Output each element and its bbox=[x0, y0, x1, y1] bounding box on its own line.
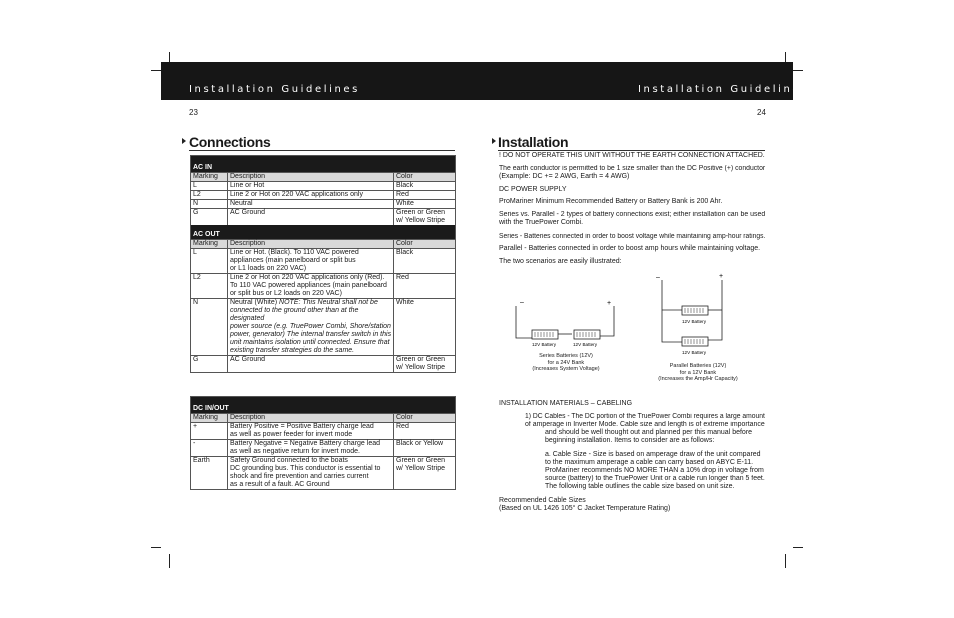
color-cell bbox=[394, 356, 455, 372]
table-header-row bbox=[191, 239, 455, 248]
item1-line: and should be well thought out and planned per this manual before bbox=[545, 429, 753, 436]
table-row bbox=[191, 456, 455, 489]
color-line: Green or Green bbox=[396, 356, 446, 363]
description-cell bbox=[228, 423, 394, 439]
marking-cell: G bbox=[191, 209, 228, 225]
body-line: Parallel - Batteries connected in order to boost amp hours while maintaining voltage. bbox=[499, 245, 761, 252]
table-header-row bbox=[191, 413, 455, 422]
battery-label: 12V Battery bbox=[573, 342, 598, 347]
description-lead: Neutral (White) bbox=[230, 299, 280, 306]
description-note: power, generator) The internal transfer switch in this bbox=[230, 331, 392, 338]
description-line: as well as power feeder for invert mode bbox=[230, 431, 353, 438]
parallel-caption: Parallel Batteries (12V) for a 12V Bank (Increases the Amp/Hr Capacity) bbox=[658, 363, 738, 382]
description-line: appliances (main panelboard or split bus bbox=[230, 257, 356, 264]
description-line: Neutral bbox=[230, 200, 253, 207]
description-line: Line or Hot. (Black). To 110 VAC powered bbox=[230, 249, 359, 256]
series-battery-diagram bbox=[510, 296, 620, 352]
color-line: Red bbox=[396, 423, 409, 430]
column-header: Marking bbox=[191, 240, 228, 248]
table-header-row bbox=[191, 172, 455, 181]
description-note: power source (e.g. TruePower Combi, Shore/station bbox=[230, 323, 391, 330]
table-row bbox=[191, 190, 455, 199]
description-line: Line 2 or Hot on 220 VAC applications only (Red). bbox=[230, 274, 385, 281]
materials-heading: INSTALLATION MATERIALS – CABELING bbox=[499, 400, 633, 407]
description-cell bbox=[228, 200, 394, 208]
description-line bbox=[230, 347, 393, 355]
description-line: or split bus or L2 loads on 220 VAC) bbox=[230, 290, 342, 297]
table-row bbox=[191, 439, 455, 456]
description-line: AC Ground bbox=[230, 209, 266, 216]
color-line: w/ Yellow Stripe bbox=[396, 217, 446, 224]
color-line: w/ Yellow Stripe bbox=[396, 364, 446, 371]
subheading-dc-power: DC POWER SUPPLY bbox=[499, 186, 567, 193]
dc-band: DC IN/OUT bbox=[191, 405, 455, 413]
table-row bbox=[191, 248, 455, 273]
item-a-line: to the maximum amperage a cable can carry based on ABYC E-11. bbox=[545, 459, 754, 466]
description-cell bbox=[228, 356, 394, 372]
description-line bbox=[230, 307, 393, 323]
color-cell bbox=[394, 200, 455, 208]
item-a-line: source (battery) to the TruePower Unit or a cable run longer than 5 feet. bbox=[545, 475, 765, 482]
marking-cell: G bbox=[191, 356, 228, 372]
installation-title: Installation bbox=[498, 134, 569, 150]
battery-icon bbox=[532, 330, 558, 339]
color-cell bbox=[394, 191, 455, 199]
color-line: White bbox=[396, 200, 414, 207]
description-line: AC Ground bbox=[230, 356, 266, 363]
table-row bbox=[191, 298, 455, 355]
description-cell bbox=[228, 249, 394, 273]
column-header: Color bbox=[396, 173, 413, 180]
description-line: To 110 VAC powered appliances (main panelboard bbox=[230, 282, 387, 289]
item-a-line: The following table outlines the cable size based on unit size. bbox=[545, 483, 735, 490]
description-line: Battery Negative = Negative Battery charge lead bbox=[230, 440, 381, 447]
ac-connections-table bbox=[190, 155, 456, 373]
description-line: as a result of a fault. AC Ground bbox=[230, 481, 330, 488]
description-note: unit maintains isolation until connected. Ensure that bbox=[230, 339, 390, 346]
description-note: existing transfer strategies do the same. bbox=[230, 347, 355, 354]
connections-title: Connections bbox=[189, 134, 271, 150]
section-rule bbox=[498, 150, 765, 151]
color-cell bbox=[394, 440, 455, 456]
body-line: (Example: DC += 2 AWG, Earth = 4 AWG) bbox=[499, 173, 630, 180]
section-caret-icon bbox=[492, 138, 496, 144]
crop-mark bbox=[151, 70, 161, 71]
column-header: Marking bbox=[191, 414, 228, 422]
description-line: DC grounding bus. This conductor is essential to bbox=[230, 465, 381, 472]
ac-in-band: AC IN bbox=[191, 164, 455, 172]
crop-mark bbox=[169, 554, 170, 568]
description-note: connected to the ground other than at the designated bbox=[230, 307, 359, 322]
recommended-subheading: (Based on UL 1426 105° C Jacket Temperature Rating) bbox=[499, 505, 671, 512]
marking-cell: L2 bbox=[191, 274, 228, 298]
crop-mark bbox=[793, 70, 803, 71]
description-cell bbox=[228, 274, 394, 298]
right-page-number: 24 bbox=[757, 108, 766, 117]
description-line: shock and fire prevention and carries current bbox=[230, 473, 369, 480]
column-header: Color bbox=[396, 414, 413, 421]
description-cell bbox=[228, 182, 394, 190]
left-page-number: 23 bbox=[189, 108, 198, 117]
description-line bbox=[230, 331, 393, 339]
description-line: Battery Positive = Positive Battery charge lead bbox=[230, 423, 374, 430]
body-line: Series vs. Parallel - 2 types of battery connections exist; either installation can be used bbox=[499, 211, 766, 218]
table-band-spacer bbox=[191, 397, 455, 405]
item1-line: beginning installation. Items to consider are as follows: bbox=[545, 437, 715, 444]
color-cell bbox=[394, 249, 455, 273]
description-line: Line 2 or Hot on 220 VAC applications only bbox=[230, 191, 363, 198]
item-a-line: ProMariner recommends NO MORE THAN a 10% drop in voltage from bbox=[545, 467, 764, 474]
body-line: Series - Batteries connected in order to boost voltage while maintaining amp-hour ratings. bbox=[499, 233, 766, 240]
parallel-plus: + bbox=[719, 273, 724, 280]
series-plus: + bbox=[607, 300, 612, 307]
description-line: Safety Ground connected to the boats bbox=[230, 457, 348, 464]
battery-icon bbox=[682, 306, 708, 315]
body-line: The earth conductor is permitted to be 1 size smaller than the DC Positive (+) conductor bbox=[499, 165, 766, 172]
color-cell bbox=[394, 423, 455, 439]
table-row bbox=[191, 199, 455, 208]
marking-cell: Earth bbox=[191, 457, 228, 489]
column-header: Description bbox=[228, 240, 394, 248]
marking-cell: L bbox=[191, 182, 228, 190]
battery-label: 12V Battery bbox=[682, 350, 707, 355]
item1-line: of amperage in Inverter Mode. Cable size and length is of extreme importance bbox=[525, 421, 765, 428]
right-header-title: Installation Guidelines bbox=[638, 84, 809, 95]
color-line: Black bbox=[396, 249, 414, 256]
color-line: Red bbox=[396, 274, 409, 281]
color-cell bbox=[394, 182, 455, 190]
description-cell bbox=[228, 440, 394, 456]
column-header: Description bbox=[228, 414, 394, 422]
left-header-title: Installation Guidelines bbox=[189, 84, 360, 95]
parallel-minus: – bbox=[656, 274, 660, 281]
item-a-line: a. Cable Size - Size is based on amperage draw of the unit compared bbox=[545, 451, 761, 458]
section-rule bbox=[189, 150, 455, 151]
description-cell bbox=[228, 209, 394, 225]
battery-label: 12V Battery bbox=[532, 342, 557, 347]
body-line: with the TruePower Combi. bbox=[499, 219, 584, 226]
description-line bbox=[230, 323, 393, 331]
warning-line: ! DO NOT OPERATE THIS UNIT WITHOUT THE EARTH CONNECTION ATTACHED. bbox=[499, 152, 765, 159]
marking-cell: L bbox=[191, 249, 228, 273]
marking-cell: - bbox=[191, 440, 228, 456]
description-cell bbox=[228, 191, 394, 199]
body-line: The two scenarios are easily illustrated: bbox=[499, 258, 622, 265]
crop-mark bbox=[151, 547, 161, 548]
table-row bbox=[191, 355, 455, 372]
table-row bbox=[191, 181, 455, 190]
description-note: NOTE: This Neutral shall not be bbox=[279, 299, 378, 306]
battery-icon bbox=[574, 330, 600, 339]
battery-icon bbox=[682, 337, 708, 346]
table-row bbox=[191, 208, 455, 225]
section-caret-icon bbox=[182, 138, 186, 144]
series-minus: – bbox=[520, 299, 524, 306]
parallel-battery-diagram bbox=[652, 270, 742, 360]
color-cell bbox=[394, 209, 455, 225]
color-line: w/ Yellow Stripe bbox=[396, 465, 446, 472]
column-header: Color bbox=[396, 240, 413, 247]
crop-mark bbox=[793, 547, 803, 548]
marking-cell: L2 bbox=[191, 191, 228, 199]
column-header: Marking bbox=[191, 173, 228, 181]
description-line: Line or Hot bbox=[230, 182, 265, 189]
color-line: White bbox=[396, 299, 414, 306]
color-line: Green or Green bbox=[396, 457, 446, 464]
description-line: as well as negative return for invert mode. bbox=[230, 448, 360, 455]
description-line bbox=[230, 299, 393, 307]
color-cell bbox=[394, 299, 455, 355]
battery-label: 12V Battery bbox=[682, 319, 707, 324]
description-cell bbox=[228, 299, 394, 355]
color-line: Black bbox=[396, 182, 414, 189]
description-line bbox=[230, 339, 393, 347]
item1-line: 1) DC Cables - The DC portion of the TruePower Combi requires a large amount bbox=[525, 413, 765, 420]
table-row bbox=[191, 273, 455, 298]
ac-out-band: AC OUT bbox=[191, 225, 455, 239]
color-line: Black or Yellow bbox=[396, 440, 444, 447]
recommended-heading: Recommended Cable Sizes bbox=[499, 497, 586, 504]
description-line: or L1 loads on 220 VAC) bbox=[230, 265, 307, 272]
table-band-spacer bbox=[191, 156, 455, 164]
marking-cell: N bbox=[191, 299, 228, 355]
table-row bbox=[191, 422, 455, 439]
description-cell bbox=[228, 457, 394, 489]
color-line: Red bbox=[396, 191, 409, 198]
series-caption: Series Batteries (12V) for a 24V Bank (Increases System Voltage) bbox=[532, 353, 600, 372]
body-line: ProMariner Minimum Recommended Battery or Battery Bank is 200 Ahr. bbox=[499, 198, 723, 205]
color-cell bbox=[394, 457, 455, 489]
marking-cell: N bbox=[191, 200, 228, 208]
column-header: Description bbox=[228, 173, 394, 181]
marking-cell: + bbox=[191, 423, 228, 439]
color-cell bbox=[394, 274, 455, 298]
color-line: Green or Green bbox=[396, 209, 446, 216]
crop-mark bbox=[785, 554, 786, 568]
dc-connections-table bbox=[190, 396, 456, 490]
